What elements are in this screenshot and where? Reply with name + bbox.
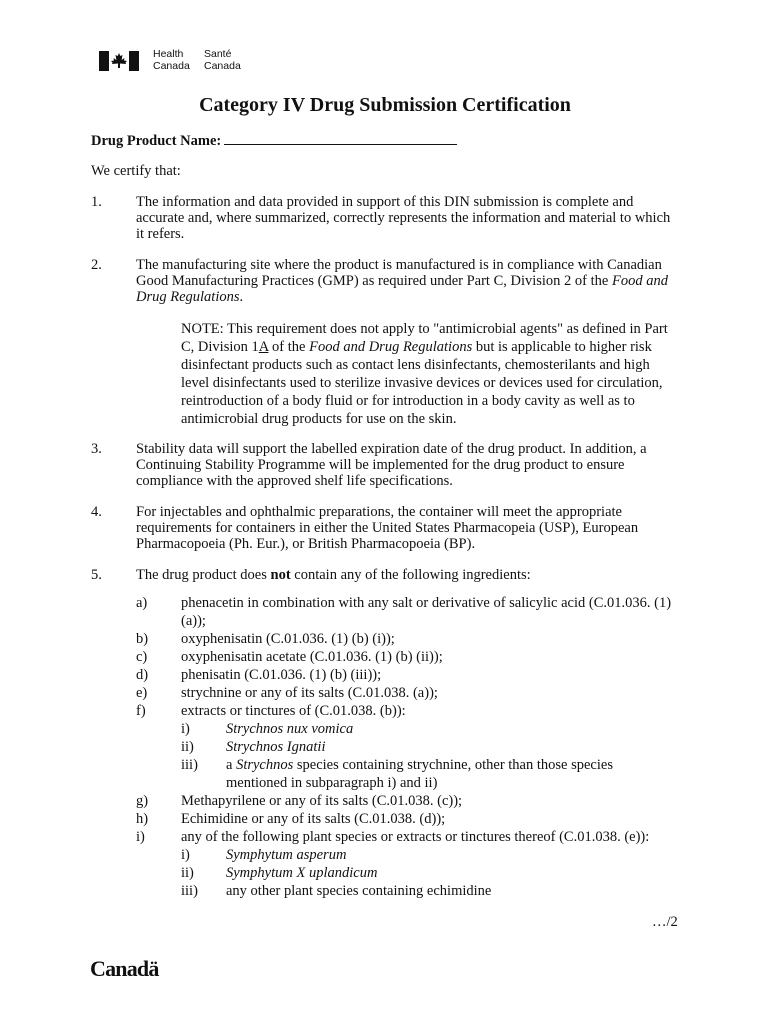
product-name-label: Drug Product Name: bbox=[91, 133, 222, 149]
ingredient-i-letter: i) bbox=[136, 829, 145, 845]
ingredient-i-sub-iii-text: any other plant species containing echimidine bbox=[226, 883, 492, 899]
item-5-number: 5. bbox=[91, 567, 102, 583]
department-name-fr bbox=[204, 49, 241, 72]
intro-text: We certify that: bbox=[91, 163, 181, 179]
ingredient-i-sub-i-text: Symphytum asperum bbox=[226, 847, 347, 863]
ingredient-d-text: phenisatin (C.01.036. (1) (b) (iii)); bbox=[181, 667, 382, 683]
ingredient-f-sub-i-text: Strychnos nux vomica bbox=[226, 721, 354, 737]
canada-flag-icon bbox=[99, 51, 139, 71]
ingredient-h-letter: h) bbox=[136, 811, 149, 827]
ingredient-e-text: strychnine or any of its salts (C.01.038. (a)); bbox=[181, 685, 438, 701]
ingredient-h-text: Echimidine or any of its salts (C.01.038. (d)); bbox=[181, 811, 446, 827]
item-4-text: For injectables and ophthalmic preparations, the container will meet the appropriate requirements for containers in either the United States Pharmacopeia (USP), European Pharmacopoeia (Ph. Eur.), or British Pharmacopoeia (BP). bbox=[136, 504, 639, 552]
ingredient-f-sub-ii-numeral: ii) bbox=[181, 739, 194, 755]
ingredient-g-text: Methapyrilene or any of its salts (C.01.038. (c)); bbox=[181, 793, 463, 809]
ingredient-i-sub-i-numeral: i) bbox=[181, 847, 190, 863]
ingredient-f-sub-iii-numeral: iii) bbox=[181, 757, 198, 773]
item-3-number: 3. bbox=[91, 441, 102, 457]
ingredient-a-text: phenacetin in combination with any salt or derivative of salicylic acid (C.01.036. (1) (a)); bbox=[181, 595, 672, 629]
ingredient-b-text: oxyphenisatin (C.01.036. (1) (b) (i)); bbox=[181, 631, 395, 647]
item-4-number: 4. bbox=[91, 504, 102, 520]
ingredient-b-letter: b) bbox=[136, 631, 149, 647]
ingredient-i-text: any of the following plant species or extracts or tinctures thereof (C.01.038. (e)): bbox=[181, 829, 650, 845]
item-1-text: The information and data provided in support of this DIN submission is complete and accurate and, where summarized, correctly represents the information and material to which it refers. bbox=[136, 194, 671, 242]
canada-wordmark: Canadä bbox=[90, 956, 159, 981]
item-2-number: 2. bbox=[91, 257, 102, 273]
item-3-text: Stability data will support the labelled expiration date of the drug product. In addition, a Continuing Stability Programme will be implemented for the drug product to ensure compliance with the approved shelf life specifications. bbox=[136, 441, 647, 489]
ingredient-e-letter: e) bbox=[136, 685, 148, 701]
ingredient-i-sub-iii-numeral: iii) bbox=[181, 883, 198, 899]
ingredient-i-sub-ii-text: Symphytum X uplandicum bbox=[226, 865, 378, 881]
item-1-number: 1. bbox=[91, 194, 102, 210]
dept-en-line2: Canada bbox=[153, 59, 190, 72]
note-paragraph: NOTE: This requirement does not apply to "antimicrobial agents" as defined in Part C, Division 1A of the Food and Drug Regulations but is applicable to higher risk disinfectant products such as contact lens disinfectants, chemosterilants and high level disinfectants used to sterilize invasive devices or devices used for circulation, reintroduction of a body fluid or for introduction in a body cavity as well as to antimicrobial drug products for use on the skin. bbox=[181, 321, 668, 427]
document-title: Category IV Drug Submission Certification bbox=[199, 94, 571, 116]
ingredient-f-sub-ii-text: Strychnos Ignatii bbox=[226, 739, 326, 755]
item-5-text: The drug product does not contain any of the following ingredients: bbox=[136, 567, 531, 583]
ingredient-c-text: oxyphenisatin acetate (C.01.036. (1) (b) (ii)); bbox=[181, 649, 443, 665]
ingredient-a-letter: a) bbox=[136, 595, 148, 611]
item-2-text: The manufacturing site where the product is manufactured is in compliance with Canadian Good Manufacturing Practices (GMP) as required under Part C, Division 2 of the Food and Drug Regulations. bbox=[136, 257, 668, 305]
ingredient-c-letter: c) bbox=[136, 649, 148, 665]
dept-en-line1: Health bbox=[153, 48, 184, 60]
ingredient-f-sub-i-numeral: i) bbox=[181, 721, 190, 737]
ingredient-f-letter: f) bbox=[136, 703, 146, 719]
ingredient-i-sub-ii-numeral: ii) bbox=[181, 865, 194, 881]
page-number: …/2 bbox=[652, 914, 678, 930]
ingredient-d-letter: d) bbox=[136, 667, 149, 683]
ingredient-g-letter: g) bbox=[136, 793, 149, 809]
department-name-en bbox=[153, 49, 190, 72]
ingredient-f-text: extracts or tinctures of (C.01.038. (b)): bbox=[181, 703, 406, 719]
ingredient-f-sub-iii-text: a Strychnos species containing strychnine, other than those species mentioned in subparagraph i) and ii) bbox=[226, 757, 613, 791]
product-name-blank[interactable] bbox=[224, 130, 457, 145]
dept-fr-line1: Santé bbox=[204, 48, 232, 60]
product-name-field bbox=[91, 130, 457, 150]
dept-fr-line2: Canada bbox=[204, 59, 241, 72]
